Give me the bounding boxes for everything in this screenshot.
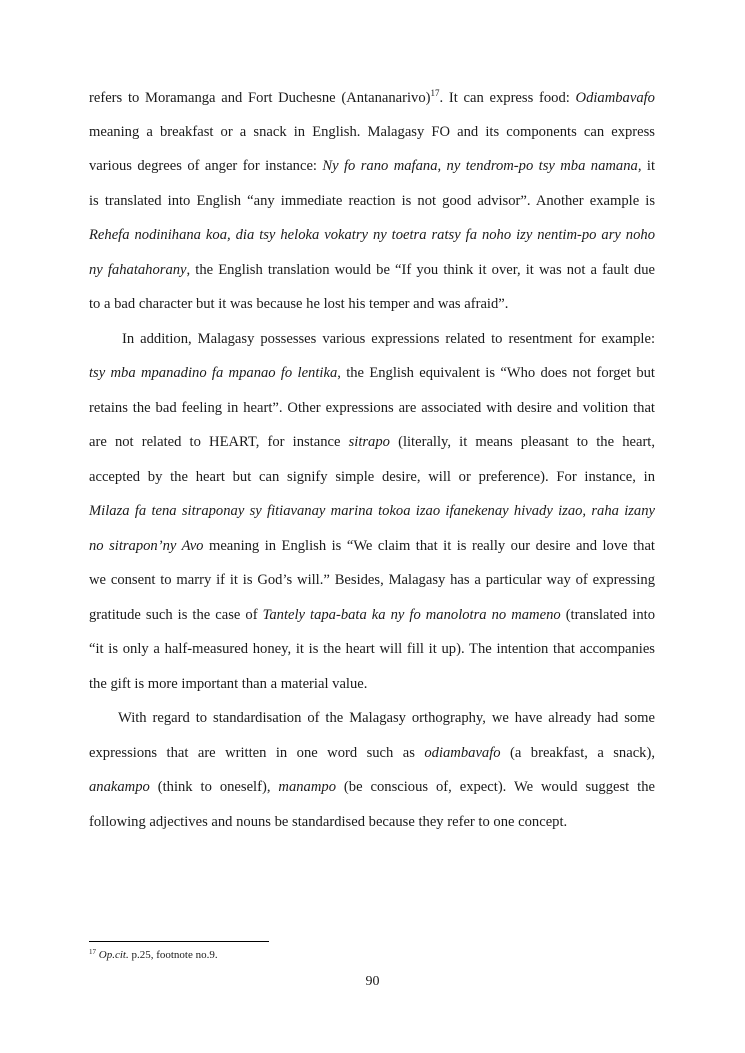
text-run: gratitude such is the case of <box>89 607 263 623</box>
text-line <box>89 536 655 556</box>
text-run: In addition, Malagasy possesses various expressions related to resentment for example: <box>122 331 655 347</box>
text-run: following adjectives and nouns be standardised because they refer to one concept. <box>89 814 568 830</box>
text-run: are not related to HEART, for instance <box>89 434 349 450</box>
text-run: “it is only a half-measured honey, it is the heart will fill it up). The intention that accompanies <box>89 641 655 657</box>
text-run: meaning a breakfast or a snack in English. Malagasy FO and its components can express <box>89 124 655 140</box>
italic-term: Rehefa nodinihana koa, dia tsy heloka vokatry ny toetra ratsy fa noho izy nentim-po ary noho <box>89 227 655 243</box>
text-run: it <box>641 158 655 174</box>
text-line <box>89 260 655 280</box>
text-run: refers to Moramanga and Fort Duchesne (Antananarivo) <box>89 90 431 106</box>
text-line <box>89 605 655 625</box>
text-line <box>89 674 655 694</box>
text-run: , the English translation would be “If you think it over, it was not a fault due <box>186 262 655 278</box>
text-line <box>89 294 655 314</box>
text-line <box>89 570 655 590</box>
text-line <box>89 812 655 832</box>
italic-term: Ny fo rano mafana, ny tendrom-po tsy mba namana, <box>322 158 642 174</box>
text-run: to a bad character but it was because he lost his temper and was afraid”. <box>89 296 509 312</box>
text-run: accepted by the heart but can signify simple desire, will or preference). For instance, in <box>89 469 655 485</box>
italic-term: Tantely tapa-bata ka ny fo manolotra no mameno <box>262 607 561 623</box>
italic-term: anakampo <box>89 779 150 795</box>
text-line <box>89 122 655 142</box>
footnote-text: p.25, footnote no.9. <box>128 949 218 961</box>
text-line <box>89 363 655 383</box>
text-line <box>89 639 655 659</box>
text-line <box>118 708 655 728</box>
footnote-reference: 17 <box>430 88 440 98</box>
text-run: (a breakfast, a snack), <box>500 745 655 761</box>
text-run: (think to oneself), <box>149 779 279 795</box>
text-run: various degrees of anger for instance: <box>89 158 323 174</box>
text-run: (be conscious of, expect). We would suggest the <box>336 779 655 795</box>
text-run: With regard to standardisation of the Malagasy orthography, we have already had some <box>118 710 655 726</box>
text-line <box>89 501 655 521</box>
text-line <box>89 225 655 245</box>
text-run: meaning in English is “We claim that it is really our desire and love that <box>203 538 655 554</box>
footnote-rule <box>89 941 269 942</box>
footnote-source: Op.cit. <box>98 949 129 961</box>
italic-term: sitrapo <box>348 434 390 450</box>
text-line <box>89 191 655 211</box>
text-line <box>89 156 655 176</box>
text-line <box>89 398 655 418</box>
text-line <box>89 743 655 763</box>
text-run: . It can express food: <box>439 90 576 106</box>
italic-term: tsy mba mpanadino fa mpanao fo lentika <box>89 365 338 381</box>
italic-term: manampo <box>278 779 336 795</box>
footnote <box>89 948 218 962</box>
text-run: is translated into English “any immediate reaction is not good advisor”. Another example is <box>89 193 655 209</box>
text-line <box>89 777 655 797</box>
page-number: 90 <box>365 974 380 989</box>
text-run: retains the bad feeling in heart”. Other expressions are associated with desire and volition that <box>89 400 655 416</box>
text-run: (translated into <box>560 607 656 623</box>
italic-term: odiambavafo <box>424 745 501 761</box>
italic-term: Odiambavafo <box>575 90 655 106</box>
text-line <box>89 432 655 452</box>
text-line <box>89 467 655 487</box>
text-run: we consent to marry if it is God’s will.” Besides, Malagasy has a particular way of expressing <box>89 572 655 588</box>
italic-term: ny fahatahorany <box>89 262 187 278</box>
text-run: expressions that are written in one word such as <box>89 745 425 761</box>
footnote-marker: 17 <box>89 948 96 956</box>
text-line <box>122 329 655 349</box>
text-run: (literally, it means pleasant to the heart, <box>389 434 656 450</box>
text-run: the gift is more important than a material value. <box>89 676 368 692</box>
italic-term: Milaza fa tena sitraponay sy fitiavanay marina tokoa izao ifanekenay hivady izao, raha izany <box>89 503 655 519</box>
text-line <box>89 88 655 108</box>
italic-term: no sitrapon’ny Avo <box>89 538 204 554</box>
text-run: , the English equivalent is “Who does not forget but <box>337 365 655 381</box>
